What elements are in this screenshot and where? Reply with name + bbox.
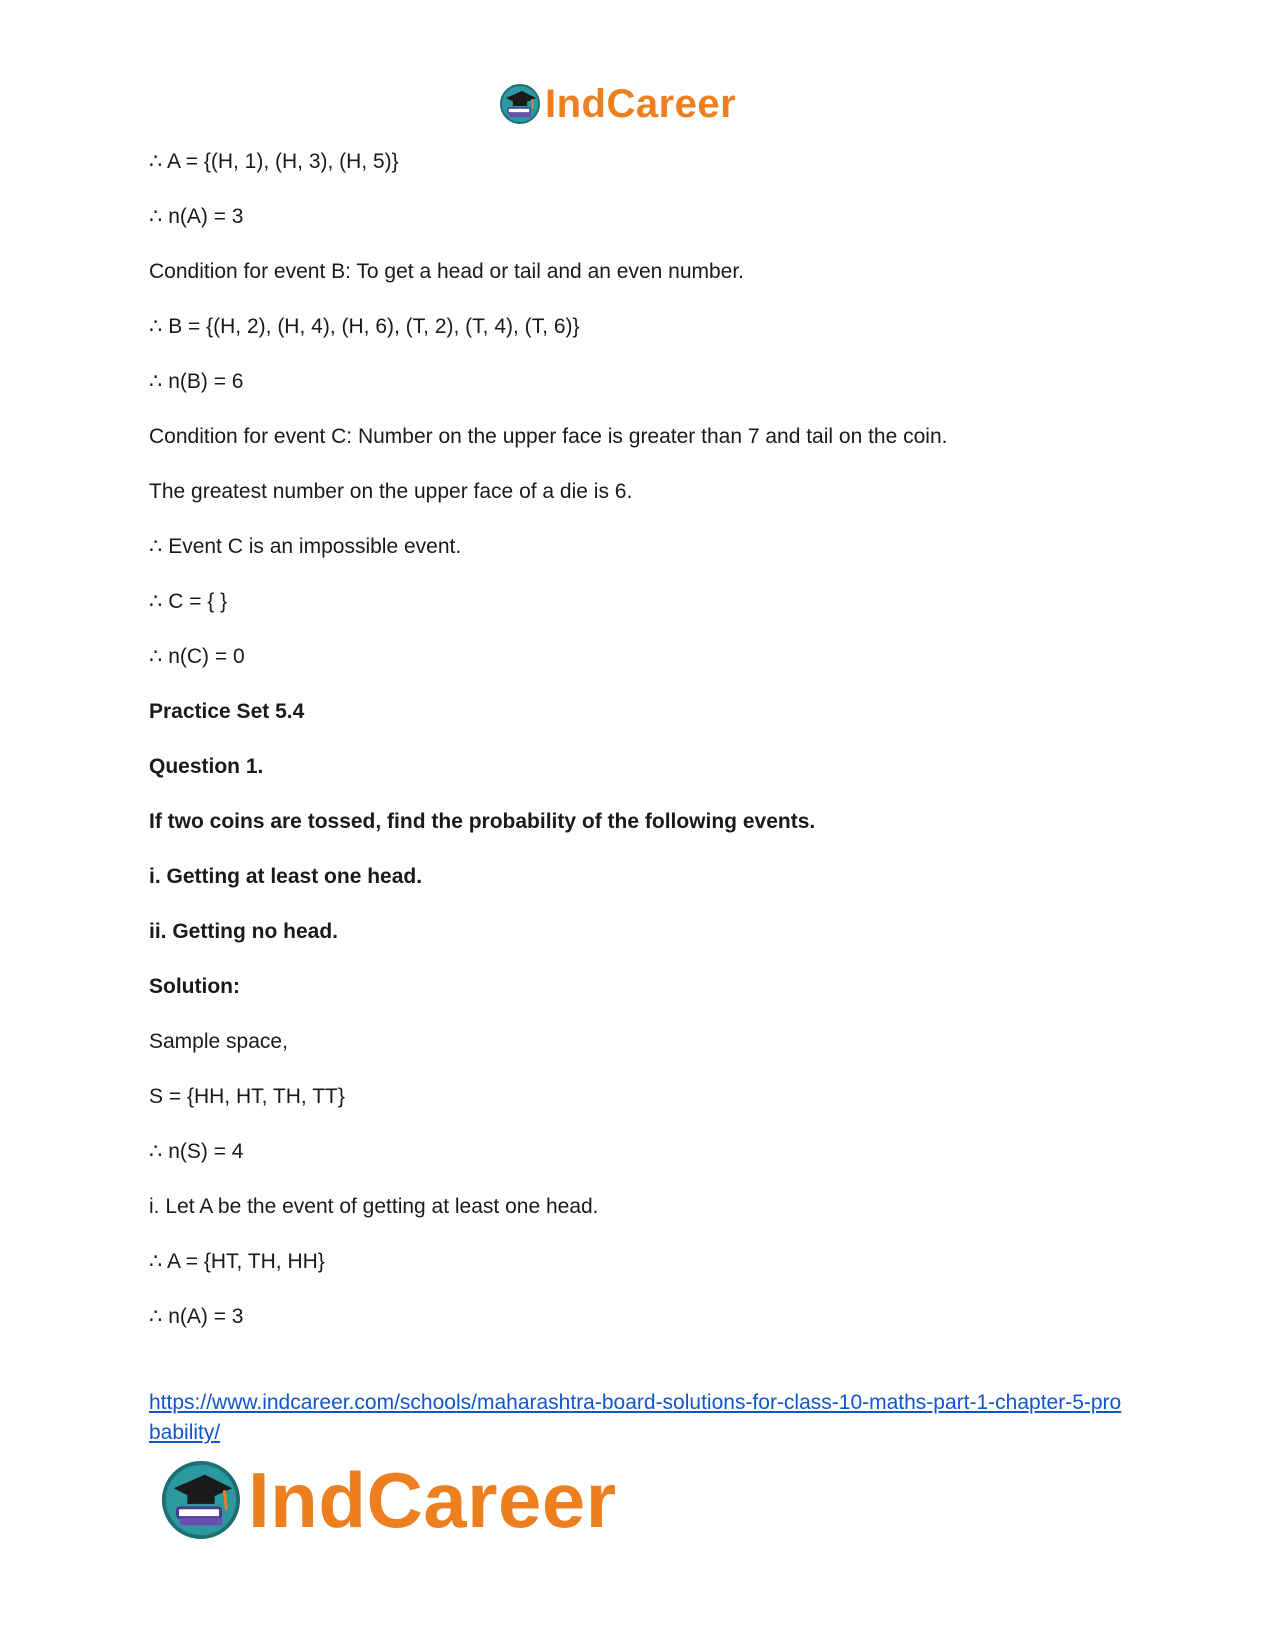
text-line: i. Let A be the event of getting at least one head. <box>149 1195 599 1218</box>
text-line: ∴ n(C) = 0 <box>149 645 245 668</box>
text-line: Sample space, <box>149 1030 288 1053</box>
text-line: S = {HH, HT, TH, TT} <box>149 1085 345 1108</box>
bold-text-line: i. Getting at least one head. <box>149 865 423 888</box>
source-link-block <box>149 1388 1129 1448</box>
text-line: ∴ B = {(H, 2), (H, 4), (H, 6), (T, 2), (T, 4), (T, 6)} <box>149 315 580 338</box>
header-logo-text: IndCareer <box>545 82 737 126</box>
graduation-cap-book-icon <box>499 83 541 125</box>
bold-text-line: Practice Set 5.4 <box>149 700 305 723</box>
text-line: Condition for event C: Number on the upper face is greater than 7 and tail on the coin. <box>149 425 948 448</box>
text-line: Condition for event B: To get a head or tail and an even number. <box>149 260 745 283</box>
text-line: ∴ n(B) = 6 <box>149 370 244 393</box>
text-line: ∴ C = { } <box>149 590 228 613</box>
text-line: ∴ A = {(H, 1), (H, 3), (H, 5)} <box>149 150 399 173</box>
source-link[interactable]: https://www.indcareer.com/schools/maharashtra-board-solutions-for-class-10-maths-part-1-chapter-5-probability/ <box>149 1391 1122 1444</box>
bold-text-line: Question 1. <box>149 755 264 778</box>
text-line: The greatest number on the upper face of a die is 6. <box>149 480 633 503</box>
graduation-cap-book-icon <box>160 1459 242 1541</box>
text-line: ∴ n(S) = 4 <box>149 1140 244 1163</box>
text-line: ∴ n(A) = 3 <box>149 1305 244 1328</box>
bold-text-line: If two coins are tossed, find the probability of the following events. <box>149 810 816 833</box>
text-line: ∴ Event C is an impossible event. <box>149 535 462 558</box>
bold-text-line: Solution: <box>149 975 240 998</box>
document-content <box>149 148 1149 1358</box>
text-line: ∴ n(A) = 3 <box>149 205 244 228</box>
bold-text-line: ii. Getting no head. <box>149 920 338 943</box>
header-logo <box>499 80 736 128</box>
footer-logo-text: IndCareer <box>248 1456 617 1544</box>
footer-logo <box>160 1458 617 1542</box>
text-line: ∴ A = {HT, TH, HH} <box>149 1250 325 1273</box>
